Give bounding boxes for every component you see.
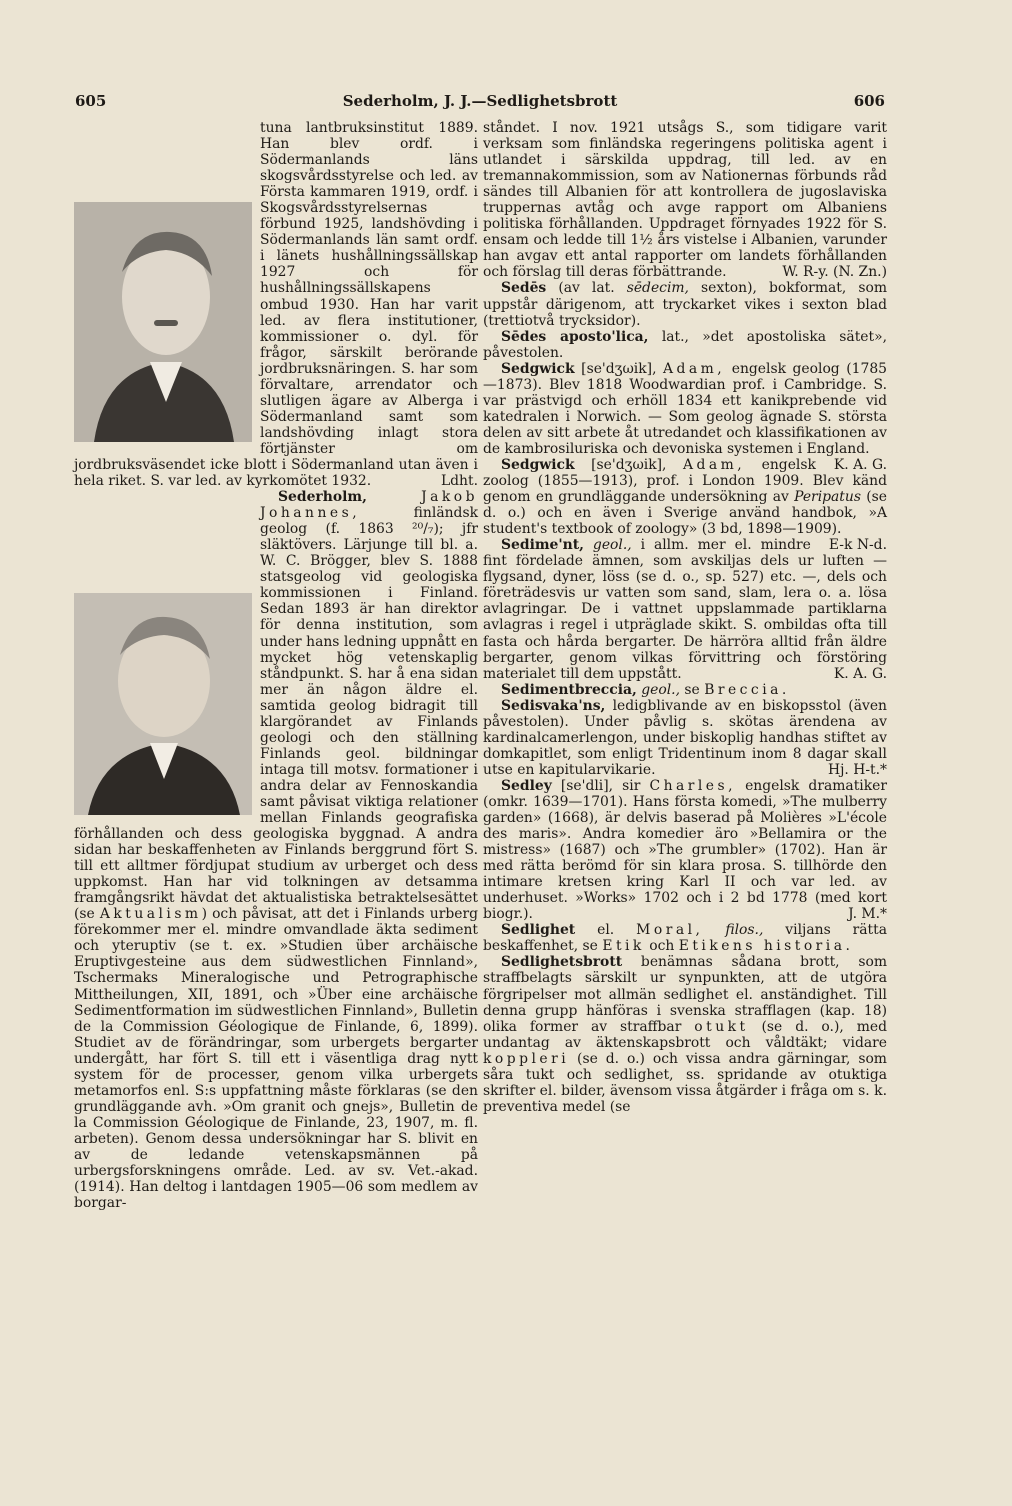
entry-heading: Sedimentbreccia,	[501, 681, 637, 698]
person-name: Jakob Johannes,	[260, 489, 478, 522]
entry-text-continued: ståndet. I nov. 1921 utsågs S., som tidigare varit verksam som finländska regeringens politiska agent i utlandet i särskilda uppdrag, till led. av en tremannakommission, som av Nationernas förbunds råd sändes till Albanien för att kontrollera de jugoslaviska truppernas avtåg och avge rapport om Albaniens politiska förhållanden. Uppdraget förnyades 1922 för S. ensam och ledde till 1½ års vistelse i Albanien, varunder han avgav ett antal rapporter om landets förhållanden och förslag till deras förbättrande. W. R-y. (N. Zn.)	[483, 120, 887, 281]
entry-heading: Sedēs	[501, 280, 547, 297]
portrait-2-icon	[74, 593, 252, 815]
portrait-photo-1	[74, 202, 252, 442]
entry-sedlighetsbrott: Sedlighetsbrott benämnas sådana brott, som straffbelagts särskilt ur synpunkten, att de utgöra förgripelser mot allmän sedlighet el. anständighet. Till denna grupp hänföras i svenska strafflagen (kap. 18) olika former av straffbar otukt (se d. o.), med undantag av äktenskapsbrott och våldtäkt; vidare koppleri (se d. o.) och vissa andra gärningar, som såra tukt och sedlighet, ss. spridande av otuktiga skrifter el. bilder, ävensom vissa åtgärder i fråga om s. k. preventiva medel (se	[483, 954, 888, 1115]
entry-heading: Sederholm,	[278, 489, 367, 506]
running-title: Sederholm, J. J.—Sedlighetsbrott	[342, 92, 618, 110]
entry-text-continued: tuna lantbruksinstitut 1889. Han blev ordf. i Södermanlands läns skogsvårdsstyrelse och led. av Första kammaren 1919, ordf. i Skogsvårdsstyrelsernas förbund 1925, landshövding i Södermanlands län samt ordf. i länets hushållningssällskap 1927 och för hushållningssällskapens ombud 1930. Han har varit led. av flera institutioner, kommissioner o. dyl. för frågor, särskilt berörande jordbruksnäringen. S. har som förvaltare, arrendator och slutligen ägare av Alberga i Södermanland samt som landshövding inlagt stora förtjänster om jordbruksväsendet icke blott i Södermanland utan även i hela riket. S. var led. av kyrkomötet 1932. Ldht.	[74, 120, 478, 490]
entry-sedimentbreccia: Sedimentbreccia, geol., se Breccia.	[501, 681, 790, 698]
cross-reference: Breccia.	[704, 681, 790, 698]
entry-heading: Sedisvaka'ns,	[501, 697, 606, 714]
signature: E-k N-d.	[828, 537, 887, 554]
portrait-1-icon	[74, 202, 252, 442]
entry-sedgwick-zoolog: Sedgwick [se'dʒωik], Adam, engelsk zoolog (1855—1913), prof. i London 1909. Blev känd genom en grundläggande undersökning av Peripatus (se d. o.) och en även i Sverige använd handbok, »A student's textbook of zoology» (3 bd, 1898—1909). E-k N-d.	[483, 456, 888, 554]
signature: Ldht.	[440, 473, 478, 490]
portrait-photo-2	[74, 593, 252, 815]
entry-heading: Sedgwick	[501, 360, 575, 377]
entry-heading: Sedime'nt,	[501, 537, 584, 554]
entry-sedgwick-geolog: Sedgwick [se'dʒωik], Adam, engelsk geolog (1785—1873). Blev 1818 Woodwardian prof. i Cambridge. S. var prästvigd och erhöll 1834 ett kanikprebende vid katedralen i Norwich. — Som geolog ägnade S. största delen av sitt arbete åt utredandet och klassifikationen av de kambrosiluriska och devoniska systemen i England. K. A. G.	[483, 360, 887, 473]
signature: Hj. H-t.*	[827, 761, 887, 778]
cross-reference: koppleri	[483, 1050, 570, 1067]
person-name: Adam,	[682, 456, 746, 473]
entry-heading: Sedley	[501, 777, 552, 794]
cross-reference: Etikens historia.	[678, 938, 854, 955]
entry-heading: Sedlighetsbrott	[501, 954, 623, 971]
page-number-right: 606	[853, 92, 885, 110]
entry-heading: Sedlighet	[501, 922, 576, 939]
left-column	[74, 120, 478, 1211]
entry-sederholm: Sederholm, Jakob Johannes, finländsk geolog (f. 1863 ²⁰/₇); jfr släktövers. Lärjunge till bl. a. W. C. Brögger, blev S. 1888 statsgeolog vid geologiska kommissionen i Finland. Sedan 1893 är han direktor för denna institution, som under hans ledning uppnått en mycket hög vetenskaplig ståndpunkt. S. har å ena sidan mer än någon äldre el. samtida geolog bidragit till klargörandet av Finlands geologi och den ställning Finlands geol. bildningar intaga till motsv. formationer i andra delar av Fennoskandia samt påvisat viktiga relationer mellan Finlands geografiska förhållanden och dess geologiska byggnad. A andra sidan har beskaffenheten av Finlands berggrund fört S. till ett alltmer fördjupat studium av urberget och dess uppkomst. Han har vid tolkningen av detsamma framgångsrikt hävdat det aktualistiska betraktelsesättet (se Aktualism) och påvisat, att det i Finlands urberg förekommer mer el. mindre omvandlade äkta sediment och yteruptiv (se t. ex. »Studien über archäische Eruptivgesteine aus dem südwestlichen Finnland», Tschermaks Mineralogische und Petrographische Mittheilungen, XII, 1891, och »Über eine archäische Sedimentformation im südwestlichen Finnland», Bulletin de la Commission Géologique de Finlande, 6, 1899). Studiet av de förändringar, som urbergets bergarter undergått, har fört S. till ett i väsentliga drag nytt system för de processer, genom vilka urbergets metamorfos enl. S:s uppfattning måste förklaras (se den grundläggande avh. »Om granit och gnejs», Bulletin de la Commission Géologique de Finlande, 23, 1907, m. fl. arbeten). Genom dessa undersökningar har S. blivit en av de ledande vetenskapsmännen på urbergsforskningens område. Led. av sv. Vet.-akad. (1914). Han deltog i lantdagen 1905—06 som medlem av borgar-	[74, 489, 478, 1212]
signature: W. R-y. (N. Zn.)	[782, 264, 887, 281]
cross-reference: Aktualism	[99, 906, 202, 923]
entry-sediment: Sedime'nt, geol., i allm. mer el. mindre fint fördelade ämnen, som avskiljas dels ur luften — flygsand, dyner, löss (se d. o., sp. 527) etc. —, dels och företrädesvis ur vatten som sand, slam, lera o. a. lösa avlagringar. De i vattnet uppslammade partiklarna avlagras i regel i utpräglade skikt. S. ombildas ofta till fasta och hårda bergarter. De härröra alltid från äldre bergarter, genom vilkas förvittring och förstöring materialet till dem uppstått. K. A. G.	[483, 537, 887, 682]
person-name: Charles,	[649, 777, 736, 794]
signature: K. A. G.	[833, 665, 887, 682]
cross-reference: Etik	[602, 938, 645, 955]
signature: J. M.*	[848, 906, 887, 923]
cross-reference: otukt	[694, 1018, 749, 1035]
entry-sedley: Sedley [se'dli], sir Charles, engelsk dramatiker (omkr. 1639—1701). Hans första komedi, »The mulberry garden» (1668), är delvis baserad på Molières »L'école des maris». Andra komedier äro »Bellamira or the mistress» (1687) och »The grumbler» (1702). Han är med rätta berömd för sin klara prosa. S. tillhörde den intimare kretsen kring Karl II och var led. av underhuset. »Works» 1702 och i 2 bd 1778 (med kort biogr.). J. M.*	[483, 777, 887, 923]
entry-heading: Sedgwick	[501, 456, 575, 473]
entry-heading: Sēdes aposto'lica,	[501, 328, 649, 345]
entry-sedlighet: Sedlighet el. Moral, filos., viljans rätta beskaffenhet, se Etik och Etikens historia.	[483, 922, 887, 955]
entry-sedisvakans: Sedisvaka'ns, ledigblivande av en biskopsstol (även påvestolen). Under påvlig s. skötas ärendena av kardinalcamerlengon, under biskoplig handhas stiftet av domkapitlet, som enligt Tridentinum inom 8 dagar skall utse en kapitularvikarie. Hj. H-t.*	[483, 697, 887, 778]
signature: K. A. G.	[833, 456, 887, 473]
entry-sedes-apostolica: Sēdes aposto'lica, lat., »det apostoliska sätet», påvestolen.	[483, 328, 888, 361]
entry-sedes: Sedēs (av lat. sēdecim, sexton), bokformat, som uppstår därigenom, att tryckarket vikes i sexton blad (trettiotvå trycksidor).	[483, 280, 887, 329]
person-name: Adam,	[663, 360, 726, 377]
right-column	[483, 120, 887, 1115]
page-number-left: 605	[75, 92, 107, 110]
cross-reference: Moral,	[636, 922, 704, 939]
